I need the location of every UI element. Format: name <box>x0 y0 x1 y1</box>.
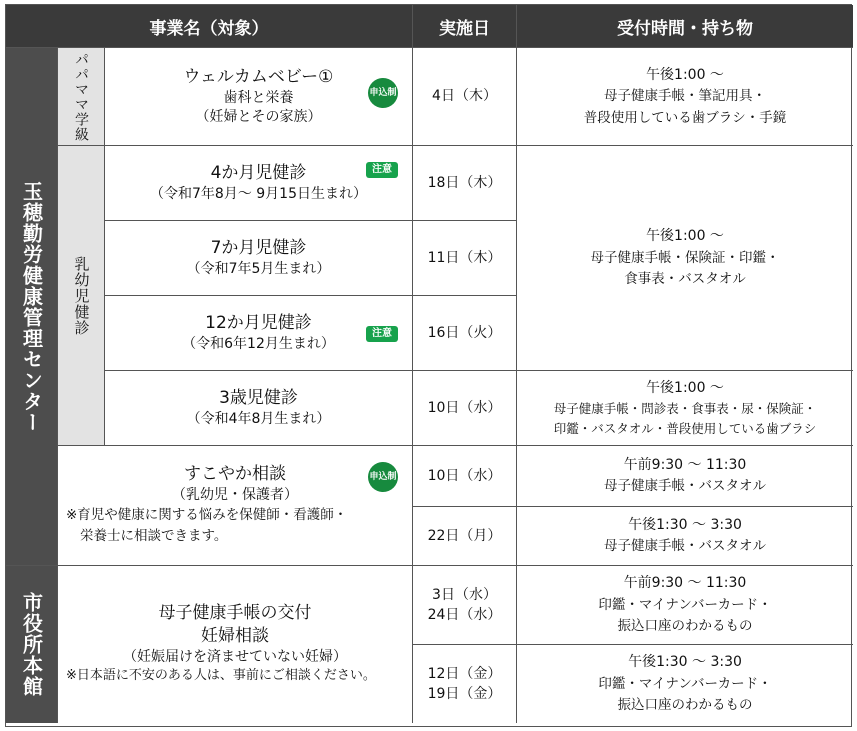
event-target: （令和6年12月生まれ） <box>182 336 335 353</box>
event-title: 母子健康手帳の交付 <box>158 602 312 623</box>
date-text: 19日（金） <box>427 686 502 702</box>
header-date-label: 実施日 <box>439 18 490 39</box>
reception-time: 午後1:30 ～ 3:30 <box>628 654 742 671</box>
apply-badge: 申込制 <box>368 462 398 492</box>
info-welcome-baby <box>517 48 853 146</box>
date-text: 18日（木） <box>427 174 502 191</box>
header-info <box>517 5 853 48</box>
items-line: 印鑑・バスタオル・普段使用している歯ブラシ <box>553 421 817 437</box>
info-3year <box>517 371 853 446</box>
event-title: すこやか相談 <box>184 463 286 484</box>
date-text: 10日（水） <box>427 399 502 416</box>
header-event <box>6 5 413 48</box>
items-line: 食事表・バスタオル <box>624 271 746 288</box>
caution-badge: 注意 <box>366 162 398 178</box>
event-target: （乳幼児・保護者） <box>172 486 298 503</box>
venue-tamaho-label: 玉穂勤労健康管理センター <box>19 180 44 433</box>
event-12month-checkup <box>105 296 413 371</box>
date-text: 11日（木） <box>427 249 502 266</box>
date-sukoyaka-2 <box>413 507 517 566</box>
date-sukoyaka-1 <box>413 446 517 507</box>
schedule-table <box>5 4 852 727</box>
date-welcome-baby <box>413 48 517 146</box>
reception-time: 午後1:00 ～ <box>646 228 724 245</box>
event-3year-checkup <box>105 371 413 446</box>
date-text: 16日（火） <box>427 324 502 341</box>
info-infant-checkups <box>517 146 853 371</box>
apply-badge: 申込制 <box>368 78 398 108</box>
items-line: 印鑑・マイナンバーカード・ <box>598 596 772 613</box>
items-line: 母子健康手帳・保険証・印鑑・ <box>590 249 780 266</box>
event-target: （令和7年8月～ 9月15日生まれ） <box>150 186 367 203</box>
items-line: 普段使用している歯ブラシ・手鏡 <box>583 109 787 126</box>
date-handbook-2 <box>413 645 517 723</box>
event-note: ※日本語に不安のある人は、事前にご相談ください。 <box>66 668 376 684</box>
header-event-label: 事業名（対象） <box>149 18 269 39</box>
group-papamama <box>58 48 105 146</box>
event-target: （令和4年8月生まれ） <box>186 411 331 428</box>
event-title: 妊婦相談 <box>201 625 269 646</box>
items-line: 母子健康手帳・筆記用具・ <box>604 88 766 105</box>
event-subtitle: 歯科と栄養 <box>223 90 294 107</box>
event-title: 4か月児健診 <box>210 163 307 184</box>
event-title: 3歳児健診 <box>219 388 298 409</box>
date-12month <box>413 296 517 371</box>
venue-cityhall <box>6 566 58 723</box>
event-title: 12か月児健診 <box>205 313 312 334</box>
event-target: （令和7年5月生まれ） <box>186 261 331 278</box>
header-date <box>413 5 517 48</box>
reception-time: 午後1:30 ～ 3:30 <box>628 517 742 533</box>
event-maternal-handbook <box>58 566 413 723</box>
items-line: 印鑑・マイナンバーカード・ <box>598 675 772 692</box>
event-sukoyaka-consultation <box>58 446 413 566</box>
event-note: 栄養士に相談できます。 <box>80 528 228 545</box>
reception-time: 午前9:30 ～ 11:30 <box>623 575 747 592</box>
date-3year <box>413 371 517 446</box>
group-nyuyoji-label: 乳幼児健診 <box>72 255 91 336</box>
event-note: ※育児や健康に関する悩みを保健師・看護師・ <box>66 506 348 523</box>
reception-time: 午後1:00 ～ <box>646 66 724 83</box>
event-welcome-baby <box>105 48 413 146</box>
items-line: 母子健康手帳・問診表・食事表・尿・保険証・ <box>553 401 817 417</box>
date-handbook-1 <box>413 566 517 645</box>
date-4month <box>413 146 517 221</box>
info-handbook-1 <box>517 566 853 645</box>
event-target: （妊娠届けを済ませていない妊婦） <box>123 648 347 665</box>
items-line: 母子健康手帳・バスタオル <box>604 538 766 555</box>
event-7month-checkup <box>105 221 413 296</box>
date-text: 10日（水） <box>427 467 502 484</box>
info-sukoyaka-1 <box>517 446 853 507</box>
date-text: 4日（木） <box>432 88 497 105</box>
items-line: 振込口座のわかるもの <box>617 697 753 714</box>
info-handbook-2 <box>517 645 853 723</box>
date-text: 22日（月） <box>427 527 502 544</box>
items-line: 振込口座のわかるもの <box>617 618 753 635</box>
date-text: 24日（水） <box>427 607 502 623</box>
reception-time: 午後1:00 ～ <box>646 379 724 396</box>
event-title: 7か月児健診 <box>210 238 307 259</box>
event-target: （妊婦とその家族） <box>195 108 322 125</box>
venue-cityhall-label: 市役所本館 <box>19 592 44 697</box>
date-7month <box>413 221 517 296</box>
event-4month-checkup <box>105 146 413 221</box>
items-line: 母子健康手帳・バスタオル <box>604 478 766 495</box>
group-papamama-label: パパママ学級 <box>73 51 89 142</box>
info-sukoyaka-2 <box>517 507 853 566</box>
date-text: 3日（水） <box>432 586 497 603</box>
reception-time: 午前9:30 ～ 11:30 <box>623 457 747 473</box>
header-info-label: 受付時間・持ち物 <box>617 18 753 39</box>
event-title: ウェルカムベビー① <box>183 67 334 88</box>
caution-badge: 注意 <box>366 326 398 342</box>
date-text: 12日（金） <box>427 665 502 682</box>
group-nyuyoji <box>58 146 105 446</box>
venue-tamaho <box>6 48 58 566</box>
